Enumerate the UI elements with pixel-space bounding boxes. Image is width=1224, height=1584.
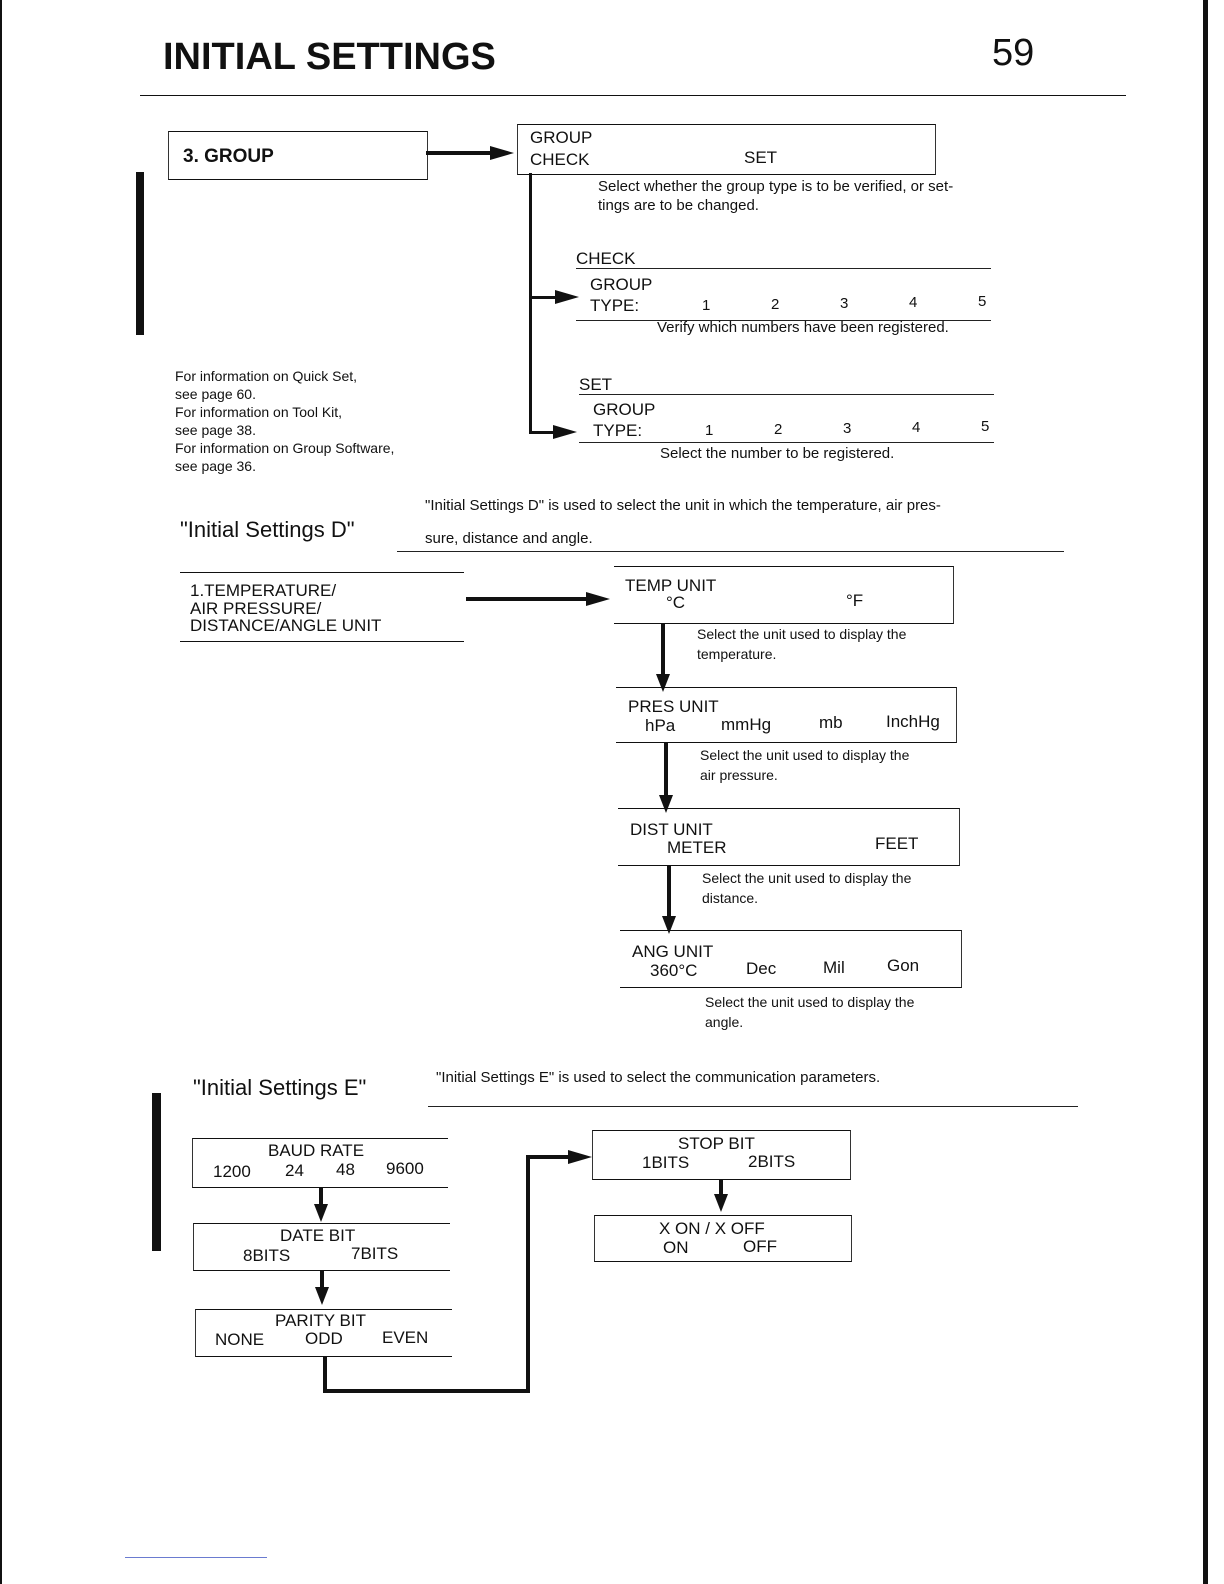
settings-d-rule — [397, 551, 1064, 552]
temp-unit-title: TEMP UNIT — [625, 576, 717, 595]
set-number-2: 2 — [774, 421, 783, 438]
info-line: see page 60. — [175, 386, 256, 402]
temp-down-line — [661, 624, 665, 676]
connector-down — [323, 1357, 327, 1393]
connector-top — [526, 1155, 570, 1159]
check-type-label: TYPE: — [590, 296, 640, 315]
xon-option-on: ON — [663, 1238, 689, 1257]
group-check-option-set: SET — [744, 148, 778, 167]
info-line: For information on Tool Kit, — [175, 404, 343, 420]
ang-desc-2: angle. — [705, 1014, 744, 1030]
unit-menu-arrow-shaft — [466, 597, 588, 601]
bottom-rule — [125, 1557, 267, 1558]
settings-d-intro-2: sure, distance and angle. — [425, 530, 593, 547]
check-number-3: 3 — [840, 295, 849, 312]
parity-bit-title: PARITY BIT — [275, 1311, 367, 1330]
unit-menu-line: AIR PRESSURE/ — [190, 599, 322, 618]
set-type-label: TYPE: — [593, 421, 643, 440]
dist-desc-1: Select the unit used to display the — [702, 870, 912, 886]
pres-desc-2: air pressure. — [700, 767, 778, 783]
temp-option-f: °F — [846, 591, 864, 610]
data-bit-option-8: 8BITS — [243, 1246, 291, 1265]
settings-e-intro: "Initial Settings E" is used to select the communication parameters. — [436, 1069, 881, 1086]
dist-option-meter: METER — [667, 838, 727, 857]
settings-e-rule — [428, 1106, 1078, 1107]
pres-option-mmhg: mmHg — [721, 715, 772, 734]
group-arrow-head — [490, 146, 514, 160]
page-left-border — [0, 0, 2, 1584]
set-screen-bottom — [579, 442, 994, 443]
page-number: 59 — [992, 32, 1035, 74]
settings-d-intro-1: "Initial Settings D" is used to select the unit in which the temperature, air pres- — [425, 497, 941, 514]
xon-xoff-title: X ON / X OFF — [659, 1219, 765, 1238]
revision-bar-top — [136, 172, 144, 335]
pres-unit-title: PRES UNIT — [628, 697, 719, 716]
pres-option-hpa: hPa — [645, 716, 676, 735]
baud-option-24: 24 — [285, 1161, 304, 1180]
info-line: see page 36. — [175, 458, 256, 474]
pres-down-line — [664, 743, 668, 797]
parity-option-even: EVEN — [382, 1328, 429, 1347]
set-description: Select the number to be registered. — [660, 445, 895, 462]
baud-down-arrow — [314, 1204, 328, 1222]
header-rule — [140, 95, 1126, 96]
connector-arrow-head — [568, 1150, 592, 1164]
data-bit-title: DATE BIT — [280, 1226, 356, 1245]
ang-option-gon: Gon — [887, 956, 920, 975]
parity-option-none: NONE — [215, 1330, 265, 1349]
xon-option-off: OFF — [743, 1237, 777, 1256]
unit-menu-arrow-head — [586, 592, 610, 606]
group-check-desc-2: tings are to be changed. — [598, 197, 759, 214]
page-title: INITIAL SETTINGS — [163, 36, 496, 78]
dist-down-line — [667, 866, 671, 918]
set-number-4: 4 — [912, 419, 921, 436]
temp-desc-2: temperature. — [697, 646, 777, 662]
data-bit-down-arrow — [315, 1287, 329, 1305]
group-branch-line — [529, 173, 532, 433]
ang-option-mil: Mil — [823, 958, 845, 977]
revision-bar-bottom — [152, 1093, 161, 1251]
temp-option-c: °C — [666, 593, 686, 612]
check-title: CHECK — [576, 249, 636, 268]
parity-option-odd: ODD — [305, 1329, 343, 1348]
set-number-3: 3 — [843, 420, 852, 437]
ang-option-360: 360°C — [650, 961, 698, 980]
stop-option-1: 1BITS — [642, 1153, 690, 1172]
temp-desc-1: Select the unit used to display the — [697, 626, 907, 642]
connector-up — [526, 1155, 530, 1393]
group-check-desc-1: Select whether the group type is to be verified, or set- — [598, 178, 954, 195]
unit-menu-line: 1.TEMPERATURE/ — [190, 581, 337, 600]
info-line: For information on Group Software, — [175, 440, 395, 456]
dist-option-feet: FEET — [875, 834, 919, 853]
baud-option-48: 48 — [336, 1160, 355, 1179]
set-screen-top — [579, 394, 994, 395]
dist-desc-2: distance. — [702, 890, 759, 906]
baud-option-9600: 9600 — [386, 1159, 424, 1178]
check-number-4: 4 — [909, 294, 918, 311]
check-description: Verify which numbers have been registered. — [657, 319, 949, 336]
page-right-border — [1203, 0, 1208, 1584]
settings-d-heading: "Initial Settings D" — [180, 517, 355, 542]
baud-rate-title: BAUD RATE — [268, 1141, 365, 1160]
check-number-1: 1 — [702, 297, 711, 314]
stop-bit-title: STOP BIT — [678, 1134, 755, 1153]
dist-unit-title: DIST UNIT — [630, 820, 713, 839]
check-branch-arrow — [555, 290, 579, 304]
stop-down-arrow — [714, 1194, 728, 1212]
check-number-5: 5 — [978, 293, 987, 310]
ang-option-dec: Dec — [746, 959, 777, 978]
set-number-1: 1 — [705, 422, 714, 439]
settings-e-heading: "Initial Settings E" — [193, 1075, 367, 1100]
group-menu-label: 3. GROUP — [183, 146, 274, 167]
connector-bottom — [323, 1389, 530, 1393]
info-line: see page 38. — [175, 422, 256, 438]
ang-unit-title: ANG UNIT — [632, 942, 714, 961]
data-bit-option-7: 7BITS — [351, 1244, 399, 1263]
group-arrow-shaft — [426, 151, 492, 155]
set-title: SET — [579, 375, 613, 394]
set-number-5: 5 — [981, 418, 990, 435]
unit-menu-line: DISTANCE/ANGLE UNIT — [190, 616, 382, 635]
set-group-line: GROUP — [593, 400, 656, 419]
check-number-2: 2 — [771, 296, 780, 313]
stop-option-2: 2BITS — [748, 1152, 796, 1171]
info-line: For information on Quick Set, — [175, 368, 358, 384]
group-check-line1: GROUP — [530, 128, 593, 147]
check-group-line: GROUP — [590, 275, 653, 294]
set-branch-arrow — [553, 425, 577, 439]
check-screen-top — [576, 268, 991, 269]
pres-option-mb: mb — [819, 713, 843, 732]
check-branch-stub — [529, 296, 557, 299]
set-branch-stub — [529, 431, 555, 434]
pres-desc-1: Select the unit used to display the — [700, 747, 910, 763]
baud-option-1200: 1200 — [213, 1162, 251, 1181]
group-check-line2: CHECK — [530, 150, 590, 169]
pres-option-inchg: InchHg — [886, 712, 940, 731]
ang-desc-1: Select the unit used to display the — [705, 994, 915, 1010]
